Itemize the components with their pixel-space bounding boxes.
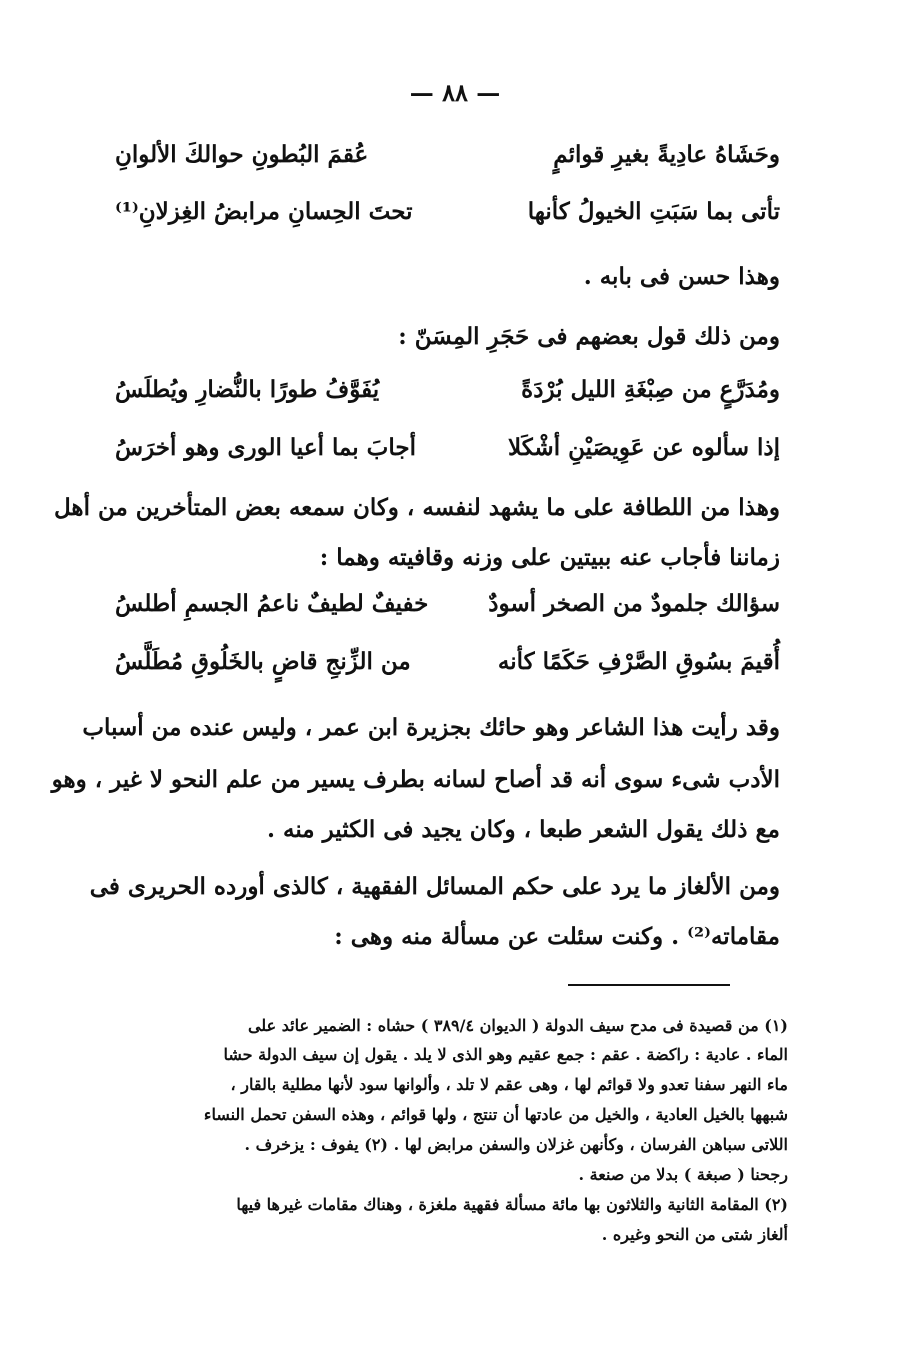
footnote-line: ماء النهر سفنا تعدو ولا قوائم لها ، وهى عقم لا تلد ، وألوانها سود لأنها مطلية بالقار ، bbox=[230, 1075, 788, 1094]
verse-first-hemistich: تأتى بما سَبَتِ الخيولُ كأنها bbox=[527, 198, 780, 225]
footnote-line: ألغاز شتى من النحو وغيره . bbox=[601, 1225, 788, 1244]
verse-first-hemistich: سؤالك جلمودٌ من الصخر أسودٌ bbox=[488, 590, 780, 617]
verse-second-hemistich: عُقمَ البُطونِ حوالكَ الألوانِ bbox=[115, 141, 369, 168]
footnote-line: الماء . عادية : راكضة . عقم : جمع عقيم وهو الذى لا يلد . يقول إن سيف الدولة حشا bbox=[223, 1045, 788, 1064]
verse-second-hemistich: يُفَوَّفُ طورًا بالنُّضارِ ويُطلَسُ bbox=[115, 376, 380, 403]
paragraph-line: مقاماته⁽²⁾ . وكنت سئلت عن مسألة منه وهى : bbox=[334, 923, 780, 950]
verse-line bbox=[115, 434, 780, 468]
verse-line bbox=[115, 590, 780, 624]
verse-first-hemistich: ومُدَرَّعٍ من صِبْغَةِ الليل بُرْدَةً bbox=[521, 376, 780, 403]
paragraph-line: وهذا من اللطافة على ما يشهد لنفسه ، وكان سمعه بعض المتأخرين من أهل bbox=[54, 494, 780, 521]
verse-second-hemistich: من الزِّنجِ قاضٍ بالخَلُوقِ مُطَلَّسُ bbox=[115, 648, 411, 675]
verse-second-hemistich: خفيفٌ لطيفٌ ناعمُ الجسمِ أطلسُ bbox=[115, 590, 429, 617]
footnote-line: (٢) المقامة الثانية والثلاثون بها مائة مسألة فقهية ملغزة ، وهناك مقامات غيرها فيها bbox=[236, 1195, 788, 1214]
footnote-line: شبهها بالخيل العادية ، والخيل من عادتها أن تنتج ، ولها قوائم ، وهذه السفن تحمل النساء bbox=[203, 1105, 788, 1124]
footnote-line: رجحنا ( صبغة ) بدلا من صنعة . bbox=[578, 1165, 788, 1184]
verse-line bbox=[115, 376, 780, 410]
verse-line bbox=[115, 648, 780, 682]
footnote-line: اللاتى سباهن الفرسان ، وكأنهن غزلان والسفن مرابض لها . (٢) يفوف : يزخرف . bbox=[244, 1135, 788, 1154]
paragraph-line: الأدب شىء سوى أنه قد أصاح لسانه بطرف يسير من علم النحو لا غير ، وهو bbox=[51, 766, 780, 793]
page-number: — ٨٨ — bbox=[409, 78, 501, 107]
verse-second-hemistich: تحتَ الحِسانِ مرابضُ الغِزلانِ⁽¹⁾ bbox=[115, 198, 413, 225]
verse-line bbox=[115, 141, 780, 175]
verse-first-hemistich: أُقيمَ بسُوقِ الصَّرْفِ حَكَمًا كأنه bbox=[497, 648, 780, 675]
paragraph-line: وقد رأيت هذا الشاعر وهو حائك بجزيرة ابن عمر ، وليس عنده من أسباب bbox=[82, 714, 780, 741]
footnote-line: (١) من قصيدة فى مدح سيف الدولة ( الديوان ٣٨٩/٤ ) حشاه : الضمير عائد على bbox=[247, 1016, 788, 1035]
paragraph-line: ومن الألغاز ما يرد على حكم المسائل الفقهية ، كالذى أورده الحريرى فى bbox=[89, 873, 780, 900]
paragraph-line: مع ذلك يقول الشعر طبعا ، وكان يجيد فى الكثير منه . bbox=[266, 816, 780, 843]
footnote-separator bbox=[568, 984, 730, 986]
paragraph-line: زماننا فأجاب عنه ببيتين على وزنه وقافيته وهما : bbox=[319, 544, 780, 571]
verse-line bbox=[115, 198, 780, 232]
verse-first-hemistich: إذا سألوه عن عَوِيصَيْنِ أشْكَلا bbox=[508, 434, 780, 461]
verse-first-hemistich: وحَشَاهُ عادِيةً بغيرِ قوائمٍ bbox=[553, 141, 780, 168]
paragraph-line: وهذا حسن فى بابه . bbox=[583, 263, 780, 290]
verse-second-hemistich: أجابَ بما أعيا الورى وهو أخرَسُ bbox=[115, 434, 416, 461]
paragraph-line: ومن ذلك قول بعضهم فى حَجَرِ المِسَنّ : bbox=[398, 323, 780, 350]
